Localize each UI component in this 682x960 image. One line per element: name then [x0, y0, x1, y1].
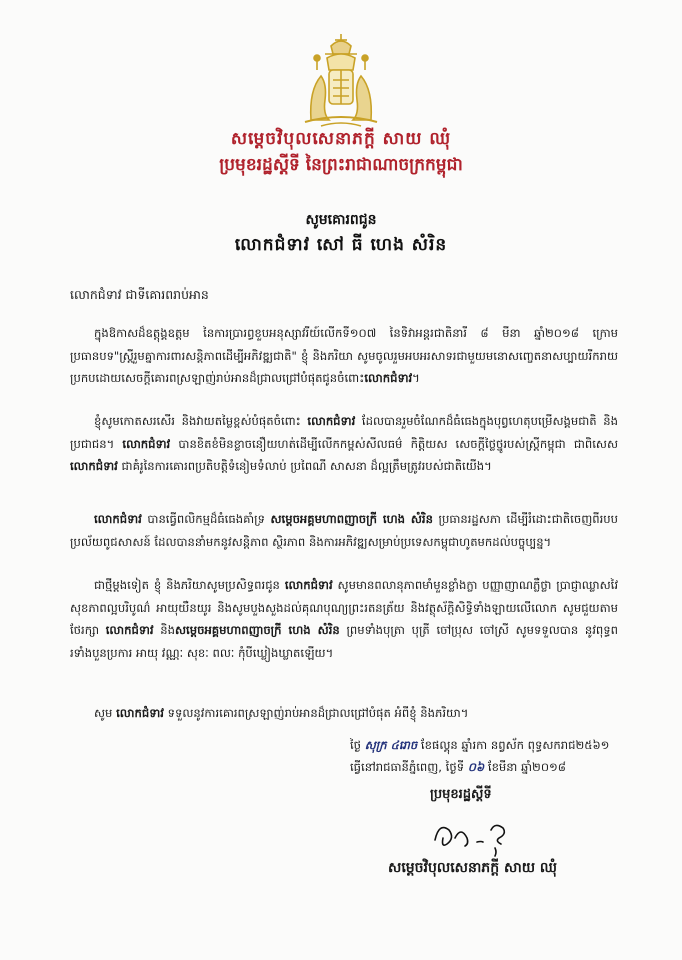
paragraph-5: [70, 702, 618, 725]
paragraph-2: [70, 410, 618, 478]
honorific: លោកជំទាវ: [364, 371, 413, 385]
lunar-date-rest: ខែផល្គុន ឆ្នាំរកា នព្វស័ក ពុទ្ធសករាជ២៥៦១: [420, 738, 610, 752]
paragraph-2-text: ខ្ញុំសូមកោតសរសើរ និងវាយតម្លៃខ្ពស់បំផុតចំពោះ: [94, 414, 301, 428]
paragraph-4-text: ជាថ្មីម្តងទៀត ខ្ញុំ និងភរិយាសូមប្រសិទ្ធពរជូន: [94, 578, 280, 592]
paragraph-4-text: ព្រមទាំងបុត្រា បុត្រី ចៅប្រុស ចៅស្រី សូមទទួលបាន នូវពុទ្ធពរទាំងបួនប្រការ អាយុ វណ្ណៈ សុខៈ ពលៈ កុំបីឃ្លៀងឃ្លាតឡើយ។: [70, 623, 619, 660]
signer-name: សម្តេចវិបុលសេនាភក្តី សាយ ឈុំ: [388, 860, 558, 876]
solar-date: [350, 760, 566, 777]
honorific-heng-samrin: សម្តេចអគ្គមហាពញាចក្រី ហេង សំរិន: [175, 623, 340, 637]
honorific: លោកជំទាវ: [105, 623, 154, 637]
paragraph-2-text: ដែលបានរួមចំណែកដ៏ធំធេងក្នុងបុព្វហេតុបម្រើសង្គមជាតិ និងប្រជាជន។: [70, 414, 618, 451]
paragraph-3-text: បានធ្វើពលិកម្មដ៏ធំធេងគាំទ្រ: [147, 512, 265, 526]
lunar-date: [350, 738, 609, 755]
honorific: លោកជំទាវ: [284, 578, 333, 592]
salutation: លោកជំទាវ ជាទីគោរពរាប់អាន: [70, 287, 209, 302]
lunar-date-handwritten: សុក្រ ៤រោច: [364, 738, 418, 752]
paragraph-5-text: សូម: [94, 706, 113, 720]
recipient-label: សូមគោរពជូន: [305, 212, 377, 228]
signer-title: ប្រមុខរដ្ឋស្តីទី: [430, 787, 492, 802]
honorific: លោកជំទាវ: [70, 459, 118, 473]
solar-date-prefix: ធ្វើនៅរាជធានីភ្នំពេញ, ថ្ងៃទី: [350, 760, 465, 774]
sender-name: សម្តេចវិបុលសេនាភក្តី សាយ ឈុំ: [230, 129, 452, 149]
paragraph-2-text: ជាគំរូនៃការគោរពប្រតិបត្តិទំនៀមទំលាប់ ប្រពៃណី សាសនា ដ៏ល្អត្រឹមត្រូវរបស់ជាតិយើង។: [121, 459, 492, 473]
lunar-date-prefix: ថ្ងៃ: [350, 738, 362, 752]
solar-date-rest: ខែមីនា ឆ្នាំ២០១៨: [487, 760, 567, 774]
sender-title: ប្រមុខរដ្ឋស្តីទី នៃព្រះរាជាណាចក្រកម្ពុជា: [219, 155, 463, 175]
royal-coat-of-arms-emblem: [291, 30, 391, 130]
honorific: លោកជំទាវ: [122, 436, 171, 451]
paragraph-2-text: បានខិតខំមិនខ្លាចនឿយហត់ដើម្បីលើកកម្ពស់សីលធម៌ កិត្តិយស សេចក្តីថ្លៃថ្នូរបស់ស្ត្រីកម្ពុជា ជាពិសេស: [178, 436, 619, 451]
paragraph-3: [70, 508, 618, 553]
paragraph-4: [70, 574, 618, 664]
honorific: លោកជំទាវ: [307, 414, 356, 428]
solar-date-handwritten: ០៦: [467, 760, 485, 774]
paragraph-5-text: ទទួលនូវការគោរពស្រឡាញ់រាប់អានដ៏ជ្រាលជ្រៅបំផុត អំពីខ្ញុំ និងភរិយា។: [167, 706, 469, 720]
honorific: លោកជំទាវ: [94, 512, 142, 526]
paragraph-3-text: ប្រធានរដ្ឋសភា ដើម្បីរំដោះជាតិចេញពីរបបប្រល័យពូជសាសន៍ ដែលបាននាំមកនូវសន្តិភាព ស្ថិរភាព និងការអភិវឌ្ឍសម្រាប់ប្រទេសកម្ពុជាហូតមកដល់បច្ចុប្បន្ន។: [70, 512, 618, 549]
paragraph-4-text: និង: [160, 623, 176, 637]
paragraph-4-text: សូមមានពលានុភាពមាំមួនខ្លាំងក្លា បញ្ញាញាណភ្លឺថ្លា ប្រាជ្ញាឈ្លាសវៃ សុខភាពល្អបរិបូណ៌ អាយុយឺនយូរ និងសូមបួងសួងដល់គុណបុណ្យព្រះរតនត្រ័យ និងវត្ថុស័ក្តិសិទ្ធិទាំងឡាយលើលោក សូមជួយតាមថែរក្សា: [70, 578, 619, 637]
paragraph-1-text: ក្នុងឱកាសដ៏ឧត្តុង្គឧត្តម នៃការប្រារព្ធខួបអនុស្សាវរីយ៍លើកទី១០៧ នៃទិវាអន្តរជាតិនារី ៨ មីនា ឆ្នាំ២០១៨ ក្រោមប្រធានបទ"ស្ត្រីរួមគ្នាការពារសន្តិភាពដើម្បីអភិវឌ្ឍជាតិ" ខ្ញុំ និងភរិយា សូមចូលរួមអបអរសាទរជាមួយមនោសញ្ចេតនាសប្បាយរីករាយប្រកបដោយសេចក្តីគោរពស្រឡាញ់រាប់អានដ៏ជ្រាលជ្រៅបំផុតជូនចំពោះ: [70, 326, 618, 385]
paragraph-1: [70, 322, 618, 390]
handwritten-signature: [425, 808, 535, 858]
recipient-name: លោកជំទាវ សៅ ធី ហេង សំរិន: [234, 235, 448, 255]
honorific: លោកជំទាវ: [116, 706, 164, 720]
paragraph-1-end: ។: [412, 371, 420, 385]
honorific-heng-samrin: សម្តេចអគ្គមហាពញាចក្រី ហេង សំរិន: [270, 512, 433, 526]
